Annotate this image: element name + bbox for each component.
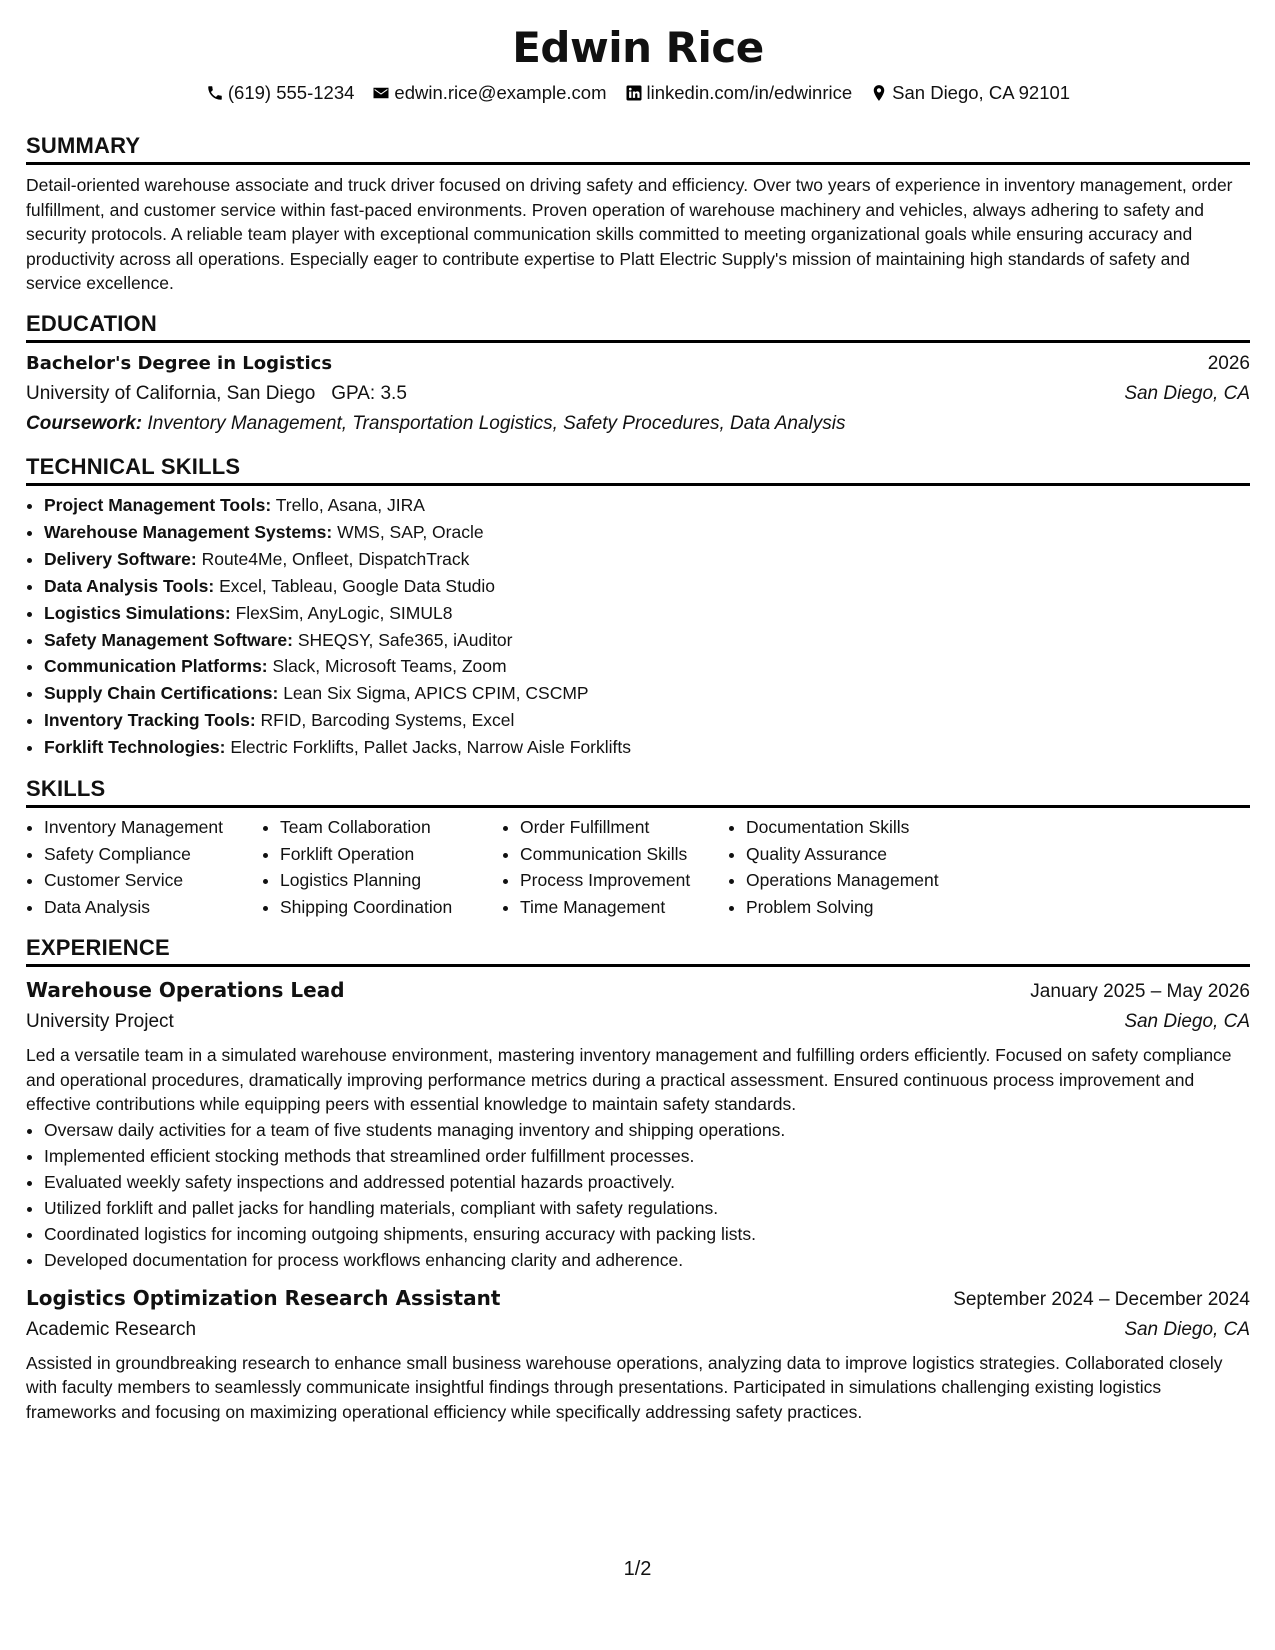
skills-heading: SKILLS [26, 775, 1250, 808]
school-name: University of California, San Diego [26, 382, 316, 404]
job-org: Academic Research [26, 1318, 197, 1340]
skill-category: Supply Chain Certifications: [44, 683, 279, 704]
phone-icon [206, 84, 224, 102]
list-item [44, 600, 1250, 627]
technical-skills-list [26, 492, 1250, 761]
skill-values: Trello, Asana, JIRA [275, 494, 425, 515]
list-item: • Logistics Planning [280, 867, 502, 894]
summary-section [26, 132, 1250, 296]
candidate-name: Edwin Rice [512, 23, 764, 72]
gpa: GPA: 3.5 [331, 382, 407, 404]
skills-grid [26, 814, 1250, 920]
list-item: • Coordinated logistics for incoming outgoing shipments, ensuring accuracy with packing lists. [44, 1221, 1250, 1247]
list-item [44, 707, 1250, 734]
phone-text: (619) 555-1234 [227, 82, 355, 103]
list-item: • Shipping Coordination [280, 894, 502, 921]
list-item: • Forklift Operation [280, 841, 502, 868]
skill-category: Project Management Tools: [44, 494, 272, 515]
skills-column [728, 814, 986, 920]
list-item [44, 627, 1250, 654]
job-org: University Project [26, 1011, 174, 1033]
list-item [44, 492, 1250, 519]
contact-bar [26, 80, 1250, 106]
skill-category: Inventory Tracking Tools: [44, 710, 256, 731]
skill-category: Warehouse Management Systems: [44, 521, 333, 542]
skill-category: Safety Management Software: [44, 629, 293, 650]
coursework-label: Coursework: [26, 412, 143, 434]
list-item: • Implemented efficient stocking methods that streamlined order fulfillment processes. [44, 1143, 1250, 1169]
list-item: • Evaluated weekly safety inspections and addressed potential hazards proactively. [44, 1169, 1250, 1195]
list-item: • Developed documentation for process workflows enhancing clarity and adherence. [44, 1247, 1250, 1273]
job-description: Assisted in groundbreaking research to enhance small business warehouse operations, analyzing data to improve logistics strategies. Collaborated closely with faculty members to seamlessly communicate insightful findings through presentations. Participated in simulations challenging existing logistics frameworks and focusing on maximizing operational efficiency while specifically addressing safety practices. [26, 1352, 1223, 1422]
job-description: Led a versatile team in a simulated warehouse environment, mastering inventory management and fulfilling orders efficiently. Focused on safety compliance and operational procedures, dramatically improving performance metrics during a practical assessment. Ensured continuous process improvement and effective contributions while equipping peers with essential knowledge to maintain safety standards. [26, 1045, 1232, 1115]
education-heading: EDUCATION [26, 310, 1250, 343]
list-item: • Safety Compliance [44, 841, 262, 868]
page-number: 1/2 [623, 1558, 652, 1580]
skill-values: RFID, Barcoding Systems, Excel [260, 710, 515, 731]
envelope-icon [372, 84, 390, 102]
coursework [26, 409, 1250, 439]
list-item: • Team Collaboration [280, 814, 502, 841]
skill-values: SHEQSY, Safe365, iAuditor [297, 629, 513, 650]
school-line [26, 379, 407, 409]
skills-column [502, 814, 728, 920]
skills-column [262, 814, 502, 920]
list-item [44, 653, 1250, 680]
job-title: Warehouse Operations Lead [26, 978, 345, 1003]
summary-heading: SUMMARY [26, 132, 1250, 165]
skill-values: WMS, SAP, Oracle [337, 521, 484, 542]
list-item: • Documentation Skills [746, 814, 986, 841]
list-item: • Inventory Management [44, 814, 262, 841]
map-marker-icon [870, 84, 888, 102]
contact-location [870, 82, 1070, 104]
list-item: • Data Analysis [44, 894, 262, 921]
list-item: • Problem Solving [746, 894, 986, 921]
list-item: • Utilized forklift and pallet jacks for handling materials, compliant with safety regulations. [44, 1195, 1250, 1221]
job-location: San Diego, CA [1124, 1318, 1250, 1340]
list-item [44, 680, 1250, 707]
list-item: • Quality Assurance [746, 841, 986, 868]
email-text[interactable]: edwin.rice@example.com [394, 82, 607, 103]
list-item: • Customer Service [44, 867, 262, 894]
skills-column [26, 814, 262, 920]
skill-values: Slack, Microsoft Teams, Zoom [272, 656, 507, 677]
job-location: San Diego, CA [1124, 1011, 1250, 1033]
job-dates: September 2024 – December 2024 [953, 1288, 1250, 1310]
skill-category: Logistics Simulations: [44, 602, 231, 623]
contact-phone [206, 82, 355, 104]
skill-values: Route4Me, Onfleet, DispatchTrack [201, 548, 470, 569]
skill-values: Lean Six Sigma, APICS CPIM, CSCMP [283, 683, 589, 704]
list-item: • Order Fulfillment [520, 814, 728, 841]
experience-heading: EXPERIENCE [26, 934, 1250, 967]
list-item: • Communication Skills [520, 841, 728, 868]
skill-category: Data Analysis Tools: [44, 575, 215, 596]
skill-category: Communication Platforms: [44, 656, 268, 677]
contact-email[interactable] [372, 82, 606, 104]
degree-title: Bachelor's Degree in Logistics [26, 352, 333, 374]
skills-section [26, 775, 1250, 920]
job-title: Logistics Optimization Research Assistant [26, 1285, 501, 1310]
list-item: • Operations Management [746, 867, 986, 894]
list-item: • Process Improvement [520, 867, 728, 894]
coursework-list: Inventory Management, Transportation Logistics, Safety Procedures, Data Analysis [147, 412, 846, 434]
list-item: • Time Management [520, 894, 728, 921]
job-entry [26, 975, 1250, 1273]
list-item [44, 519, 1250, 546]
job-dates: January 2025 – May 2026 [1030, 981, 1250, 1003]
resume-page [26, 0, 1250, 1425]
linkedin-icon [625, 84, 643, 102]
location-text: San Diego, CA 92101 [892, 82, 1071, 103]
skill-values: Electric Forklifts, Pallet Jacks, Narrow Aisle Forklifts [230, 737, 632, 758]
list-item [44, 573, 1250, 600]
school-location: San Diego, CA [1124, 382, 1250, 404]
skill-values: FlexSim, AnyLogic, SIMUL8 [235, 602, 453, 623]
technical-skills-heading: TECHNICAL SKILLS [26, 453, 1250, 486]
summary-text: Detail-oriented warehouse associate and truck driver focused on driving safety and efficiency. Over two years of experience in inventory management, order fulfillment, and customer service within fast-paced environments. Proven operation of warehouse machinery and vehicles, always adhering to safety and security protocols. A reliable team player with exceptional communication skills committed to meeting organizational goals while ensuring accuracy and productivity across all operations. Especially eager to contribute expertise to Platt Electric Supply's mission of maintaining high standards of safety and service excellence. [26, 175, 1233, 294]
job-bullets [26, 1117, 1250, 1273]
graduation-year: 2026 [1207, 352, 1250, 374]
job-entry [26, 1283, 1250, 1425]
list-item [44, 546, 1250, 573]
list-item [44, 734, 1250, 761]
education-section [26, 310, 1250, 439]
experience-section [26, 934, 1250, 1425]
technical-skills-section [26, 453, 1250, 761]
contact-linkedin[interactable] [625, 82, 853, 104]
skill-values: Excel, Tableau, Google Data Studio [219, 575, 496, 596]
skill-category: Delivery Software: [44, 548, 197, 569]
linkedin-text[interactable]: linkedin.com/in/edwinrice [646, 82, 853, 103]
list-item: • Oversaw daily activities for a team of five students managing inventory and shipping operations. [44, 1117, 1250, 1143]
skill-category: Forklift Technologies: [44, 737, 226, 758]
